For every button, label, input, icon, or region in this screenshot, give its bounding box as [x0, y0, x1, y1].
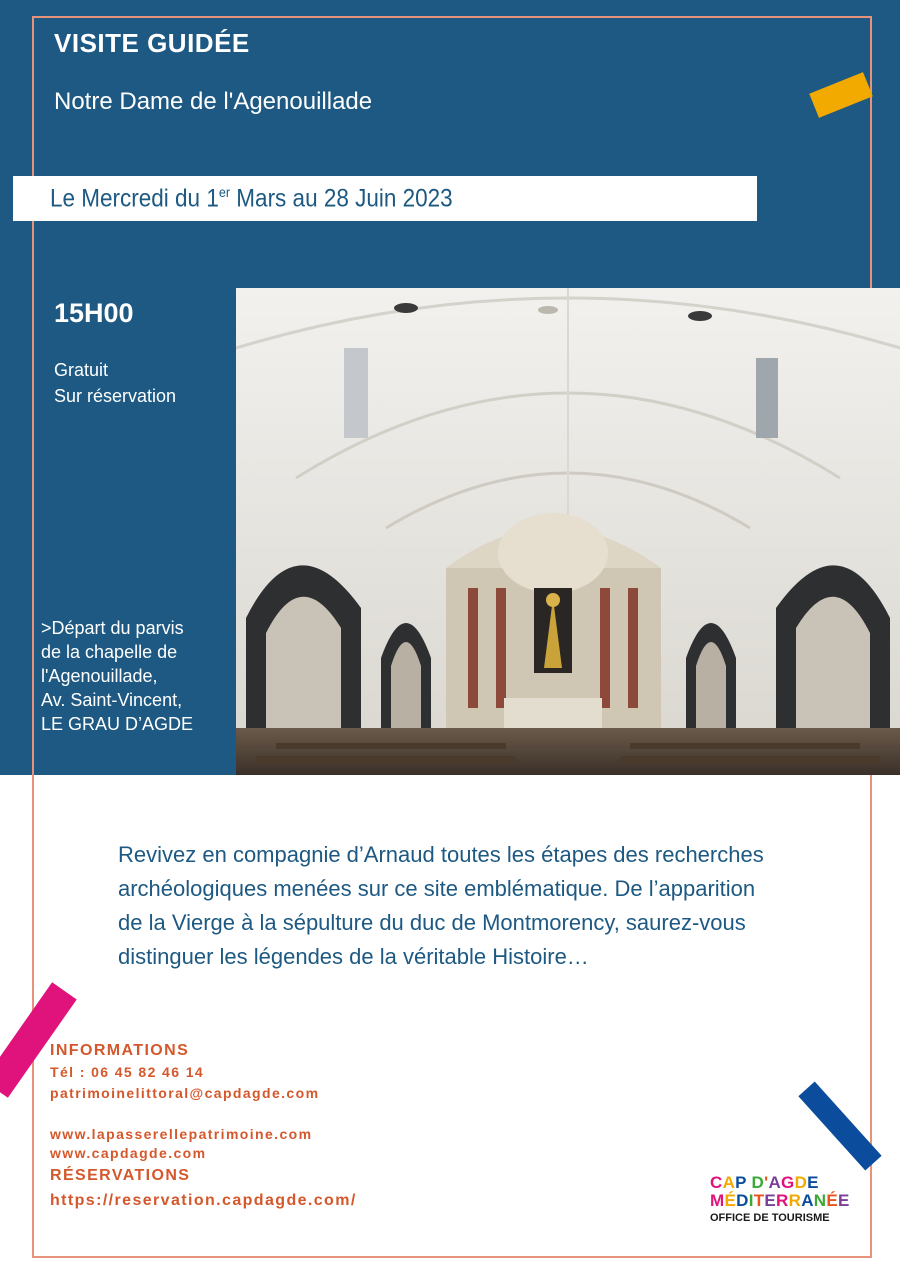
email-link[interactable]: patrimoinelittoral@capdagde.com: [50, 1085, 320, 1101]
departure-line: l'Agenouillade,: [41, 666, 158, 686]
date-text: [50, 184, 453, 213]
description-line: de la Vierge à la sépulture du duc de Montmorency, saurez-vous: [118, 910, 746, 935]
page-title: VISITE GUIDÉE: [54, 28, 250, 58]
website-link-capdagde[interactable]: www.capdagde.com: [50, 1145, 207, 1161]
description-line: archéologiques menées sur ce site emblématique. De l’apparition: [118, 876, 756, 901]
description: [118, 838, 858, 974]
logo-line-1: CAP D'AGDE: [710, 1173, 819, 1192]
info-heading: INFORMATIONS: [50, 1042, 190, 1059]
phone-number: Tél : 06 45 82 46 14: [50, 1064, 205, 1080]
date-suffix: Mars au 28 Juin 2023: [230, 184, 453, 213]
date-prefix: Le Mercredi du 1: [50, 184, 219, 213]
page-subtitle: Notre Dame de l'Agenouillade: [54, 88, 373, 115]
logo-line-3: OFFICE DE TOURISME: [710, 1212, 830, 1224]
website-link-passerelle[interactable]: www.lapasserellepatrimoine.com: [50, 1126, 313, 1142]
description-line: Revivez en compagnie d’Arnaud toutes les étapes des recherches: [118, 842, 764, 867]
price-label: Gratuit: [54, 360, 109, 380]
departure-line: >Départ du parvis: [41, 618, 184, 638]
chapel-interior-photo: [236, 288, 900, 775]
date-banner: [13, 176, 757, 221]
departure-info: [41, 616, 193, 736]
date-superscript: er: [218, 184, 231, 200]
description-line: distinguer les légendes de la véritable Histoire…: [118, 944, 589, 969]
departure-line: de la chapelle de: [41, 642, 178, 662]
reservations-heading: RÉSERVATIONS: [50, 1167, 191, 1184]
departure-line: Av. Saint-Vincent,: [41, 690, 183, 710]
booking-label: Sur réservation: [54, 386, 177, 406]
cap-dagde-logo: [710, 1174, 850, 1224]
visit-time: 15H00: [54, 298, 134, 328]
reservation-link[interactable]: https://reservation.capdagde.com/: [50, 1192, 357, 1209]
logo-line-2: MÉDITERRANÉE: [710, 1191, 850, 1210]
departure-line: LE GRAU D’AGDE: [41, 714, 194, 734]
